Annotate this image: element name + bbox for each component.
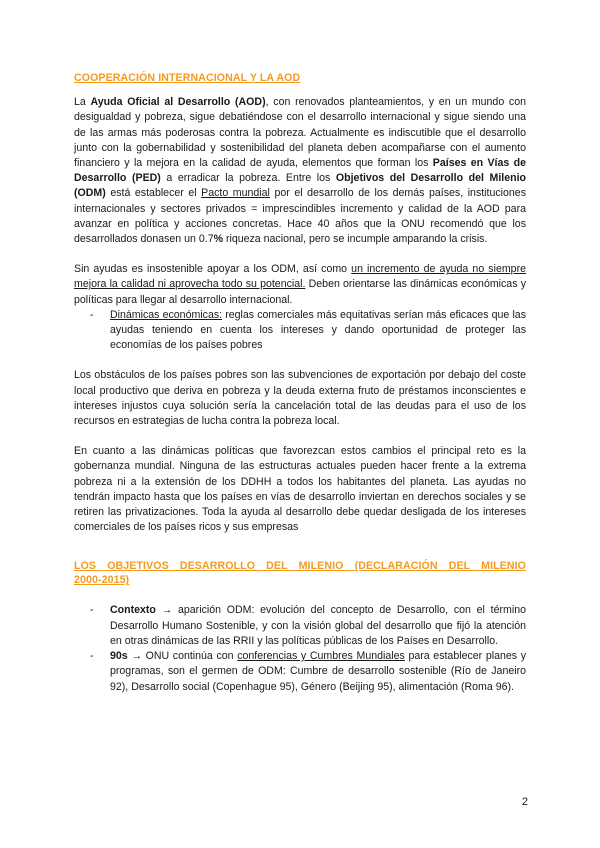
bold-percent: % — [213, 233, 224, 246]
underlined-phrase: un incremento de ayuda no siempre mejora la calidad ni aprovecha todo su potencial. — [74, 263, 526, 291]
text-run: Sin ayudas es insostenible apoyar a los ODM, así como — [74, 263, 352, 276]
text-run: por el desarrollo de los demás países, instituciones internacionales y sectores privados = imprescindibles incremento y calidad de la AOD para avanzar en política y acciones concretas. Hace 40 años que la ONU recomendó que los desarrollados donasen un 0.7 — [74, 187, 526, 246]
page-number: 2 — [521, 796, 528, 808]
underlined-term: conferencias y Cumbres Mundiales — [237, 650, 405, 663]
bold-term-odm: Objetivos del Desarrollo del Milenio (ODM) — [74, 172, 526, 200]
text-run: reglas comerciales más equitativas serían más eficaces que las ayudas teniendo en cuenta los intereses y dando oportunidad de proteger las economías de los países pobres — [110, 308, 526, 352]
paragraph-ayudas — [74, 262, 526, 308]
paragraph-aod — [74, 95, 526, 247]
text-run: para establecer planes y programas, son el germen de ODM: Cumbre de desarrollo sostenible (Río de Janeiro 92), Desarrollo social (Copenhague 95), Género (Beijing 95), alimentación (Roma 96). — [110, 650, 526, 693]
bold-term-ped: Países en Vías de Desarrollo (PED) — [74, 157, 526, 185]
section-heading-line: LOS OBJETIVOS DESARROLLO DEL MILENIO (DECLARACIÓN DEL MILENIO — [74, 560, 526, 573]
bullet-dash: - — [90, 308, 94, 321]
page-content — [74, 71, 526, 710]
underlined-pacto-mundial: Pacto mundial — [201, 187, 270, 200]
section-heading-line: 2000-2015) — [74, 574, 130, 587]
text-run: La — [74, 96, 91, 109]
bold-term: Contexto — [110, 604, 156, 617]
underlined-term: Dinámicas económicas: — [110, 308, 223, 321]
bullet-dash: - — [90, 604, 94, 617]
bold-term-aod: Ayuda Oficial al Desarrollo (AOD) — [90, 96, 266, 109]
bullet-list-dinamicas — [74, 308, 526, 354]
text-run: está establecer el — [105, 187, 202, 200]
paragraph-dinamicas-politicas: En cuanto a las dinámicas políticas que favorezcan estos cambios el principal reto es la gobernanza mundial. Ninguna de las estructuras actuales pueden hacer frente a la extrema pobreza ni a la extensión de los DDHH a todos los habitantes del planeta. Las ayudas no tendrán impacto hasta que los países en vías de desarrollo inviertan en derechos sociales y se retiren las privatizaciones. Toda la ayuda al desarrollo debe quedar desligada de los intereses comerciales de los países ricos y sus empresas — [74, 445, 526, 534]
text-run: Deben orientarse las dinámicas económicas y políticas para llegar al desarrollo internacional. — [74, 278, 526, 306]
list-item — [74, 308, 526, 354]
text-run: → aparición ODM: evolución del concepto de Desarrollo, con el término Desarrollo Humano Sostenible, y con la visión global del desarrollo que fijó la atención en otras dinámicas de las RRII y las políticas públicas de los Países en Desarrollo. — [110, 604, 526, 647]
section-heading-cooperacion: COOPERACIÓN INTERNACIONAL Y LA AOD — [74, 72, 301, 84]
paragraph-obstaculos: Los obstáculos de los países pobres son las subvenciones de exportación por debajo del coste local productivo que deriva en pobreza y la deuda externa fruto de préstamos inconscientes e intereses injustos cuya solución sería la cancelación total de las deudas para el uso de los recursos en estrategias de lucha contra la pobreza local. — [74, 369, 526, 428]
list-item — [74, 649, 526, 695]
bullet-dash: - — [90, 650, 94, 663]
text-run: → ONU continúa con — [127, 650, 238, 663]
text-run: a erradicar la pobreza. Entre los — [160, 172, 336, 185]
list-item — [74, 603, 526, 649]
bullet-list-odm — [74, 603, 526, 694]
text-run: , con renovados planteamientos, y en un mundo con desigualdad y pobreza, sigue debatiéndose con el desarrollo internacional y sigue siendo una de las armas más poderosas contra la pobreza. Actualmente es indiscutible que el desarrollo junto con la gobernabilidad y sostenibilidad del planeta deben acompañarse con el aumento financiero y la mejora en la calidad de ayuda, elementos que forman los — [74, 96, 527, 170]
bold-term: 90s — [110, 650, 128, 663]
section-heading-odm — [74, 559, 526, 587]
text-run: riqueza nacional, pero se incumple amparando la crisis. — [223, 233, 488, 246]
